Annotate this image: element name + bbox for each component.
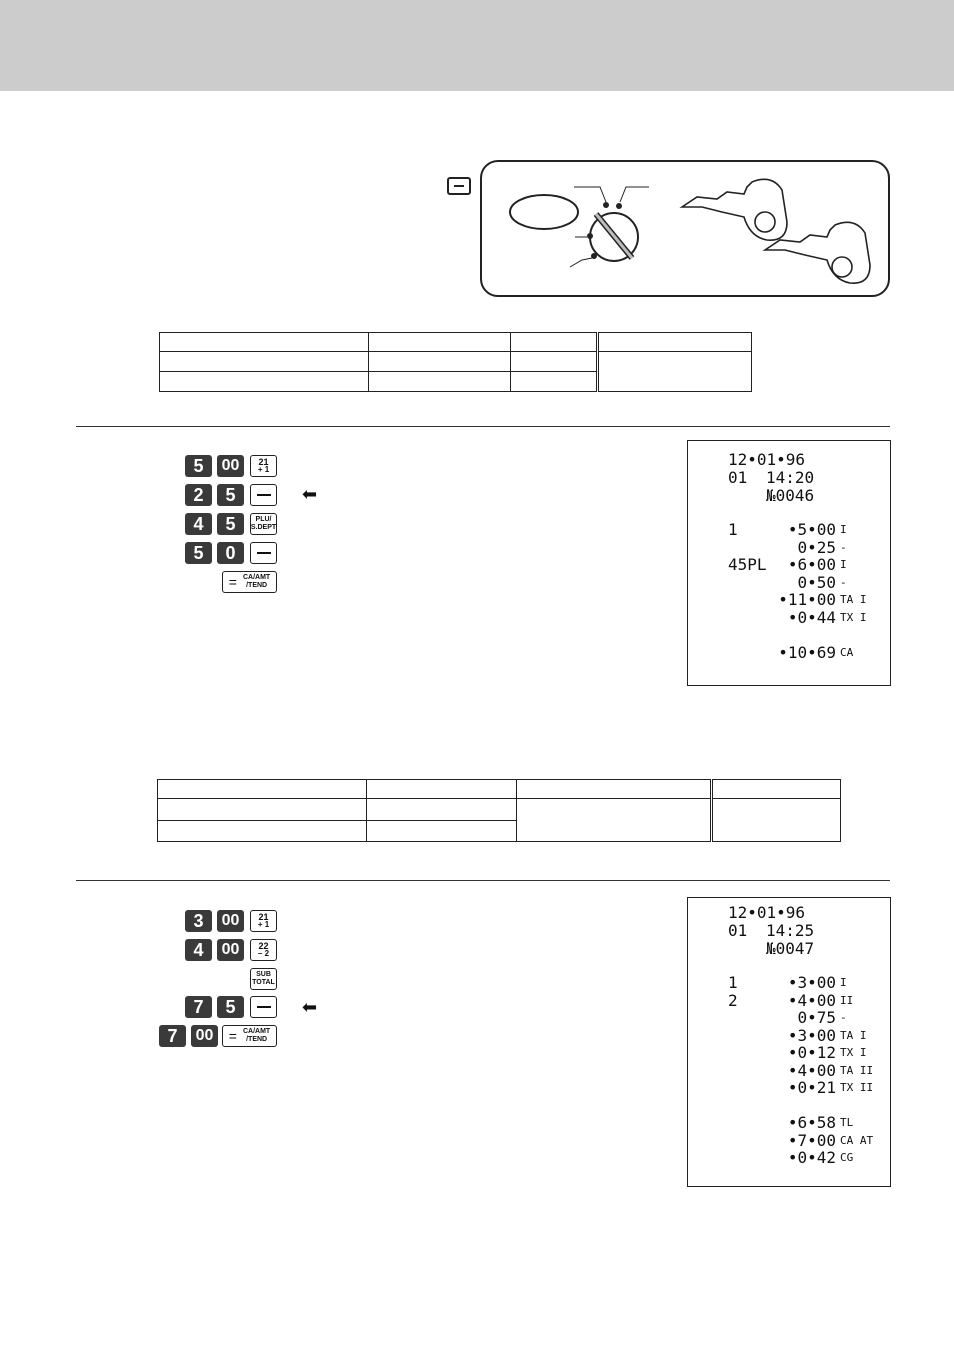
receipt-line-tag: I	[840, 976, 847, 989]
mode-switch-illustration	[482, 162, 888, 295]
arrow-left-icon: ⬅	[302, 484, 318, 505]
receipt-line-tag: TX I	[840, 610, 867, 624]
arrow-left-icon: ⬅	[302, 997, 318, 1018]
section-rule-2	[76, 880, 890, 881]
key-subtotal[interactable]: SUB TOTAL	[250, 968, 277, 990]
receipt-line	[688, 521, 890, 539]
receipt-line-label: 45PL	[728, 555, 767, 574]
receipt-line-tag: TX I	[840, 1046, 867, 1059]
receipt-line	[688, 1027, 890, 1045]
key-7[interactable]: 7	[159, 1025, 186, 1047]
receipt-line-tag: TA II	[840, 1063, 874, 1077]
receipt-line-tag: TL	[840, 1116, 854, 1129]
receipt-line-label: 1	[728, 520, 738, 539]
receipt-line-value: •6•58	[787, 1113, 836, 1132]
receipt-line-value: •4•00	[787, 1060, 836, 1080]
receipt-line-tag: CA	[840, 645, 854, 659]
receipt-line-value: •10•69	[778, 642, 836, 662]
receipt-line-label: 2	[728, 990, 738, 1010]
receipt-line-tag: I	[840, 523, 847, 536]
receipt-number: №0046	[766, 486, 815, 505]
header-band	[0, 0, 954, 91]
receipt-line-value: •5•00	[787, 520, 836, 539]
key-4[interactable]: 4	[185, 939, 212, 961]
receipt-line-value: 0•50	[797, 572, 836, 592]
receipt-line-tag: TX II	[840, 1081, 874, 1094]
receipt-line	[688, 626, 890, 644]
key-3[interactable]: 3	[185, 910, 212, 932]
key-2[interactable]: 2	[185, 484, 212, 506]
section-rule-1	[76, 426, 890, 427]
receipt-line	[688, 1044, 890, 1062]
key-5[interactable]: 5	[217, 996, 244, 1018]
receipt-line-value: •3•00	[787, 1025, 836, 1045]
key-ca-amt-tend[interactable]: = CA/AMT /TEND	[222, 571, 277, 593]
key-ca-amt-tend[interactable]: = CA/AMT /TEND	[222, 1025, 277, 1047]
receipt-line	[688, 644, 890, 662]
receipt-line-value: •0•44	[787, 607, 836, 627]
key-5[interactable]: 5	[185, 455, 212, 477]
settings-table-2	[157, 779, 841, 842]
receipt-line-value: •0•12	[787, 1043, 836, 1062]
receipt-date: 12•01•96	[728, 450, 806, 469]
receipt-line	[688, 574, 890, 592]
key-00[interactable]: 00	[217, 455, 244, 477]
key-dept-1[interactable]: 21 + 1	[250, 455, 277, 477]
key-5[interactable]: 5	[217, 513, 244, 535]
key-dept-1[interactable]: 21 + 1	[250, 910, 277, 932]
receipt-line-value: •7•00	[787, 1130, 836, 1150]
receipt-line	[688, 1132, 890, 1150]
key-plu[interactable]: PLU/ S.DEPT	[250, 513, 277, 535]
receipt-line	[688, 539, 890, 557]
receipt-line-tag: TA I	[840, 1028, 867, 1042]
receipt-line-value: •3•00	[787, 973, 836, 992]
key-minus[interactable]	[250, 484, 277, 506]
minus-mode-icon	[447, 177, 471, 195]
receipt-line-value: •0•42	[787, 1148, 836, 1167]
receipt-line-tag: -	[840, 540, 847, 554]
receipt-time: 14:25	[766, 921, 815, 940]
receipt-2: 12•01•96 01 14:25 №0047 1 •3•00 I 2 •4•00 II 0•75 - •3•00 TA I •0•12 TX I •4•00 TA II •0•21 TX II •6•58 TL •7•00 CA AT •0•42 CG	[687, 897, 891, 1187]
receipt-line	[688, 1114, 890, 1132]
receipt-line	[688, 1062, 890, 1080]
receipt-line-tag: CA AT	[840, 1133, 874, 1147]
mode-switch-panel	[480, 160, 890, 297]
receipt-line-value: •0•21	[787, 1078, 836, 1097]
receipt-line-value: 0•75	[797, 1008, 836, 1027]
receipt-line	[688, 1079, 890, 1097]
key-0[interactable]: 0	[217, 542, 244, 564]
key-7[interactable]: 7	[185, 996, 212, 1018]
key-4[interactable]: 4	[185, 513, 212, 535]
receipt-1: 12•01•96 01 14:20 №0046 1 •5•00 I 0•25 - 45PL •6•00 I 0•50 - •11•00 TA I •0•44 TX I •10•69 CA	[687, 440, 891, 686]
receipt-line-tag: CG	[840, 1151, 854, 1164]
receipt-line	[688, 974, 890, 992]
key-00[interactable]: 00	[217, 939, 244, 961]
receipt-line-tag: I	[840, 558, 847, 571]
receipt-line-tag: TA I	[840, 593, 867, 606]
key-minus[interactable]	[250, 542, 277, 564]
receipt-line	[688, 556, 890, 574]
key-illustration-1	[682, 179, 787, 240]
receipt-line-tag: -	[840, 1011, 847, 1024]
key-dept-2[interactable]: 22 – 2	[250, 939, 277, 961]
receipt-line-value: 0•25	[797, 537, 836, 557]
receipt-line-tag: II	[840, 993, 854, 1007]
receipt-line	[688, 591, 890, 609]
receipt-line	[688, 609, 890, 627]
receipt-line-value: •4•00	[787, 990, 836, 1010]
receipt-line-value: •11•00	[778, 590, 836, 609]
receipt-number: №0047	[766, 939, 815, 958]
receipt-date: 12•01•96	[728, 903, 806, 922]
receipt-line-label: 1	[728, 973, 738, 992]
key-00[interactable]: 00	[217, 910, 244, 932]
receipt-line	[688, 992, 890, 1010]
receipt-line-tag: -	[840, 575, 847, 589]
settings-table-1	[159, 332, 752, 392]
receipt-line	[688, 1149, 890, 1167]
key-5[interactable]: 5	[185, 542, 212, 564]
key-minus[interactable]	[250, 996, 277, 1018]
key-5[interactable]: 5	[217, 484, 244, 506]
receipt-line	[688, 1009, 890, 1027]
receipt-line-value: •6•00	[787, 555, 836, 574]
receipt-line	[688, 1097, 890, 1115]
mode-ellipse	[510, 195, 578, 229]
receipt-time: 14:20	[766, 468, 815, 487]
key-00[interactable]: 00	[191, 1025, 218, 1047]
